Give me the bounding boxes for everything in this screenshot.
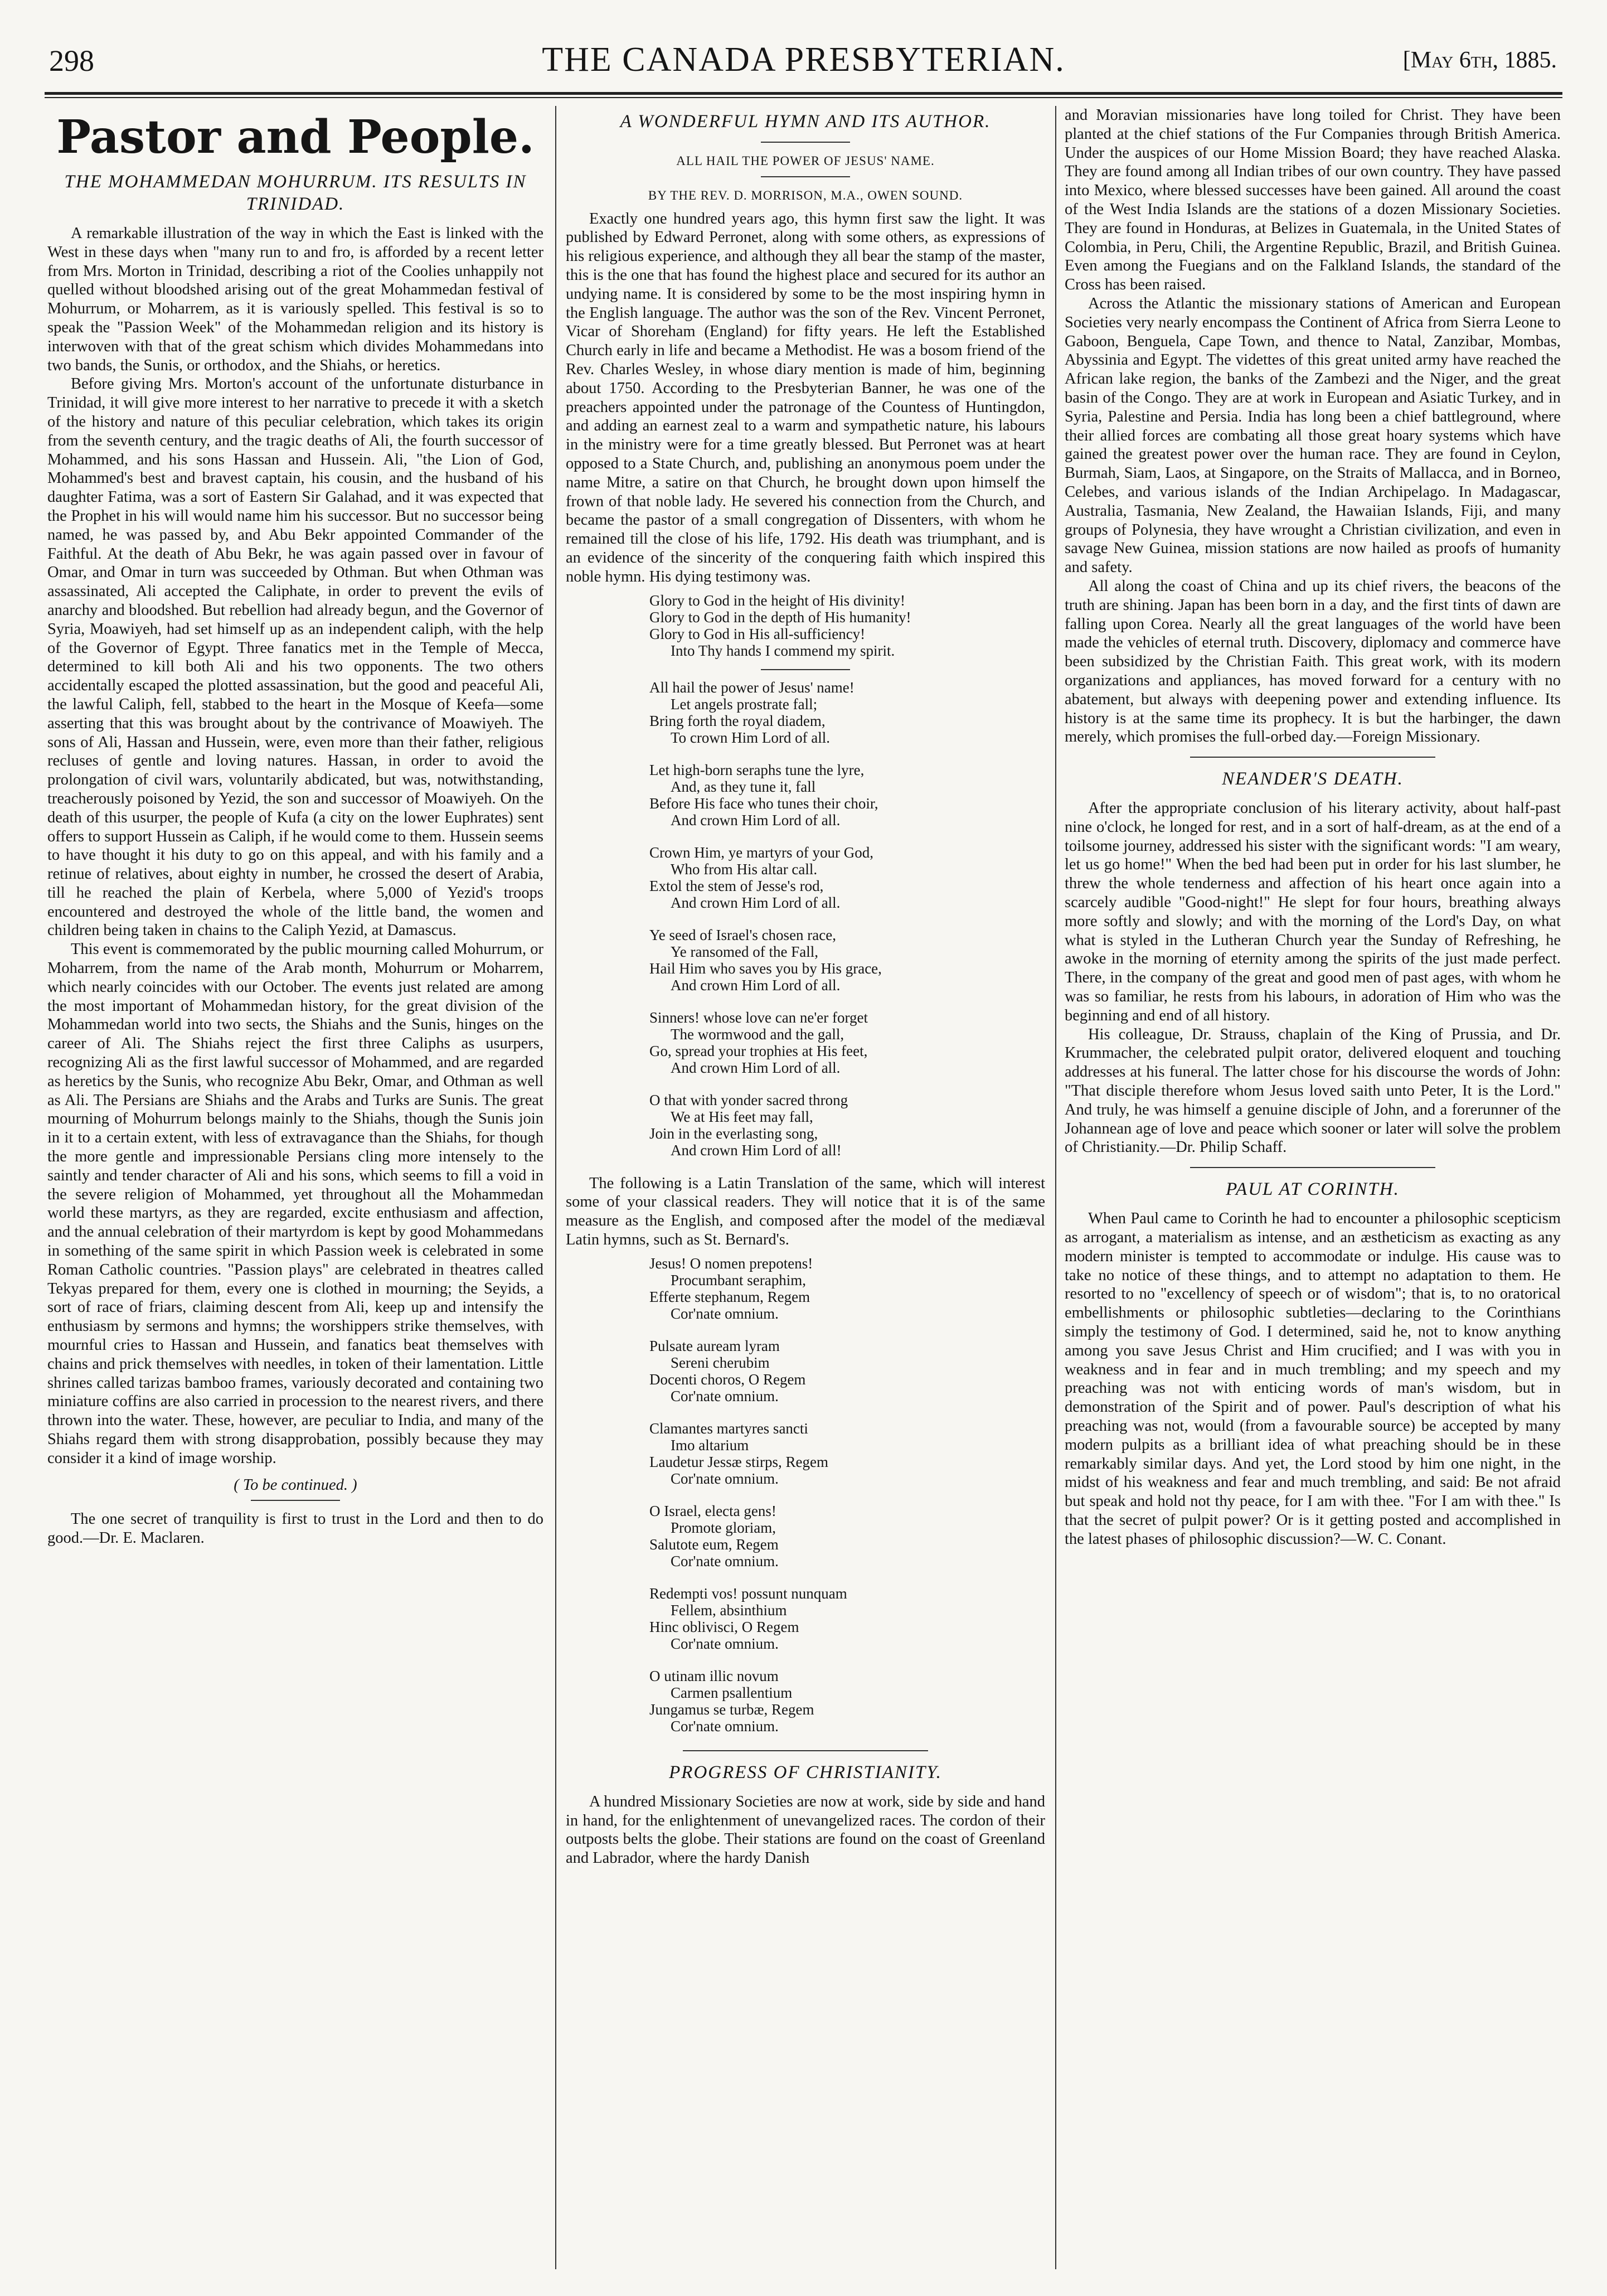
stanza [649,844,1045,911]
divider [1190,1167,1435,1168]
paragraph: and Moravian missionaries have long toiled for Christ. They have been planted at the chief stations of the Fur Companies through British America. Under the auspices of our Home Mission Board; they have reached Alaska. They are found among all Indian tribes of our own country. They have passed into Mexico, where blessed successes have been gained. All around the coast of the West India Islands are the stations of a dozen Missionary Societies. They are found in Honduras, at Belizes in Guatemala, in the United States of Colombia, in Peru, Chili, the Argentine Republic, Brazil, and British Guinea. Even among the Fuegians and on the Falkland Islands, the standard of the Cross has been raised. [1065,106,1561,294]
divider [761,176,850,177]
divider [683,1750,928,1751]
verse-line: And, as they tune it, fall [671,778,816,795]
stanza [649,1503,1045,1570]
verse-line: Ye ransomed of the Fall, [671,943,818,960]
column-divider [555,106,556,2269]
verse-line: Crown Him, ye martyrs of your God, [649,844,873,861]
verse-line: Bring forth the royal diadem, [649,712,826,729]
verse-line: And crown Him Lord of all. [671,976,841,994]
verse-line: Join in the everlasting song, [649,1125,818,1142]
verse-line: To crown Him Lord of all. [671,729,831,746]
column-divider [1055,106,1056,2269]
verse-line: Redempti vos! possunt nunquam [649,1585,847,1602]
verse-line: Jesus! O nomen prepotens! [649,1254,813,1272]
verse-line: Fellem, absinthium [671,1601,787,1619]
masthead-rule [45,92,1562,95]
stanza [649,762,1045,829]
verse-line: Cor'nate omnium. [671,1635,779,1652]
article-title: A WONDERFUL HYMN AND ITS AUTHOR. [620,112,991,132]
stanza [649,679,1045,746]
verse-line: All hail the power of Jesus' name! [649,679,855,696]
subtitle: ALL HAIL THE POWER OF JESUS' NAME. [676,154,935,168]
column-2 [566,106,1045,2269]
hymn [649,679,1045,1159]
stanza [649,1255,1045,1322]
divider [1190,757,1435,758]
paragraph: This event is commemorated by the public mourning called Mohurrum, or Moharrem, from the name of the Arab month, Mohurrum or Moharrem, which nearly coincides with our October. The events just related are among the most important of Mohammedan history, for the great division of the Mohammedan world into two sects, the Shiahs and the Sunis, hinges on the career of Ali. The Shiahs reject the first three Caliphs as usurpers, recognizing Ali as the first lawful successor of Mohammed, and are regarded as heretics by the Sunis, who recognize Abu Bekr, Omar, and Othman as well as Ali. The Persians are Shiahs and the Arabs and Turks are Sunis. The great mourning of Mohurrum belongs mainly to the Shiahs, though the Sunis join in it to a certain extent, with less of extravagance than the Shiahs, for though the more gentle and impressionable Persians cling more intensely to the saintly and tender character of Ali and his sons, which seems to fill a void in the severe religion of Mohammed, yet throughout all the Mohammedan world these martyrs, as they are regarded, excite enthusiasm and affection, and the annual celebration of their martyrdom is kept by good Mohammedans in something of the same spirit in which Passion week is celebrated in some Roman Catholic countries. "Passion plays" are celebrated in theatres called Tekyas prepared for them, every one is clothed in mourning; the Seyids, a sort of race of friars, claiming descent from Ali, keep up and intensify the enthusiasm by sermons and hymns; the worshippers strike themselves, with mournful cries to Hassan and Hussein, and fanatics beat themselves with chains and prick themselves with needles, in token of their lamentation. Little shrines called tarizas bamboo frames, variously decorated and containing two miniature coffins are also carried in procession to the nearest rivers, and there thrown into the water. These, however, are peculiar to India, and many of the Shiahs regard them with strong disapprobation, possibly because they may consider it a kind of image worship. [47,941,543,1467]
paragraph: The following is a Latin Translation of the same, which will interest some of your classical readers. They will notice that it is of the same measure as the English, and composed after the model of the mediæval Latin hymns, such as St. Bernard's. [566,1174,1045,1248]
verse-line: We at His feet may fall, [671,1108,813,1125]
verse-line: Imo altarium [671,1436,749,1454]
issue-date: [May 6th, 1885. [1402,47,1557,73]
verse-line: And crown Him Lord of all. [671,811,841,829]
verse-line: Glory to God in the height of His divinity! [649,592,905,609]
verse-line: Cor'nate omnium. [671,1387,779,1404]
verse-line: And crown Him Lord of all. [671,1059,841,1076]
verse-line: Cor'nate omnium. [671,1717,779,1735]
verse-line: Promote gloriam, [671,1519,776,1536]
verse-line: Sinners! whose love can ne'er forget [649,1009,868,1026]
paragraph: When Paul came to Corinth he had to encounter a philosophic scepticism as arrogant, a materialism as intense, and an æstheticism as exacting as any modern minister is tempted to accommodate or indulge. His cause was to take no notice of these things, and to attempt no adaptation to them. He resorted to no "excellency of speech or of wisdom"; that is, to no oratorical embellishments or philosophic subtleties—declaring to the Corinthians simply the testimony of God. I determined, said he, not to know anything among you save Jesus Christ and Him crucified; and I was with you in weakness and in fear and in much trembling; and my speech and my preaching was not with enticing words of man's wisdom, but in demonstration of the Spirit and of power. Paul's description of what his preaching was not, would (from a favourable source) be accepted by many modern pulpits as a brilliant idea of what preaching should be in these remarkably similar days. And yet, the Lord stood by him one night, in the midst of his weakness and fear and much trembling, and said: Be not afraid but speak and hold not thy peace, for I am with thee. "For I am with thee." Is that the secret of pulpit power? Or is it getting posted and accomplished in the latest phases of philosophic discussion?—W. C. Conant. [1065,1210,1561,1548]
paragraph: A remarkable illustration of the way in which the East is linked with the West in these days when "many run to and fro, is afforded by a recent letter from Mrs. Morton in Trinidad, describing a riot of the Coolies unhappily not quelled without bloodshed arising out of the great Mohammedan festival of Mohurrum, or Moharrem, as it is variously spelled. This festival is so to speak the "Passion Week" of the Mohammedan religion and its history is interwoven with that of the great schism which divides Mohammedans into two bands, the Sunis, or orthodox, and the Shiahs, or heretics. [47,225,543,374]
newspaper-title: THE CANADA PRESBYTERIAN. [542,41,1065,79]
paragraph: All along the coast of China and up its chief rivers, the beacons of the truth are shining. Japan has been born in a day, and the first tints of dawn are falling upon Corea. Nearly all the great languages of the world have been made the vehicles of eternal truth. Discovery, diplomacy and commerce have been subsidized by the Christian Faith. This great work, with its modern organizations and appliances, has moved forward for a century with no abatement, but always with deepening power and extending influence. Its history is at the same time its prophecy. It is but the harbinger, the dawn merely, which promises the full-orbed day.—Foreign Missionary. [1065,577,1561,746]
verse-line: Let high-born seraphs tune the lyre, [649,761,865,778]
verse-line: Ye seed of Israel's chosen race, [649,926,836,943]
verse-line: O utinam illic novum [649,1667,779,1684]
verse-line: And crown Him Lord of all! [671,1141,842,1159]
verse-line: Procumbant seraphim, [671,1271,806,1289]
verse-line: Before His face who tunes their choir, [649,795,878,812]
stanza [649,927,1045,994]
article-title: NEANDER'S DEATH. [1222,769,1404,789]
verse-line: Salutote eum, Regem [649,1535,779,1553]
verse-line: Cor'nate omnium. [671,1305,779,1322]
stanza [649,1668,1045,1735]
verse-line: Hail Him who saves you by His grace, [649,960,882,977]
column-3 [1065,106,1561,2269]
stanza [649,1420,1045,1487]
verse-line: Cor'nate omnium. [671,1470,779,1487]
paragraph: Before giving Mrs. Morton's account of the unfortunate disturbance in Trinidad, it will give more interest to her narrative to precede it with a sketch of the history and nature of this peculiar celebration, which takes its origin from the seventh century, and the tragic deaths of Ali, the fourth successor of Mohammed, and his sons Hassan and Hussein. Ali, "the Lion of God, Mohammed's best and bravest captain, his cousin, and the husband of his daughter Fatima, was a sort of Eastern Sir Galahad, and it was expected that the Prophet in his will would name him his successor. But no successor being named, he was passed by, and Abu Bekr appointed Commander of the Faithful. At the death of Abu Bekr, he was again passed over in favour of Omar, and Omar in turn was succeeded by Othman. But when Othman was assassinated, Ali accepted the Caliphate, in order to prevent the evils of anarchy and bloodshed. But rebellion had already begun, and the Governor of Syria, Moawiyeh, had set himself up as an independent caliph, with the help of the Governor of Egypt. Three fanatics met in the Temple of Mecca, determined to kill both Ali and his two opponents. The two others accidentally escaped the plotted assassination, but the good and peaceful Ali, the lawful Caliph, fell, stabbed to the heart in the Mosque of Keefa—some asserting that this was brought about by the contrivance of Moawiyeh. The sons of Ali, Hassan and Hussein, were, even more than their father, religious recluses of gentle and loving natures. Hassan, in order to avoid the prolongation of civil wars, voluntarily abdicated, but was, notwithstanding, treacherously poisoned by Yezid, the son and successor of Moawiyeh. On the death of this usurper, the people of Kufa (a city on the lower Euphrates) sent offers to support Hussein as Caliph, if he would come to them. Hussein seems to have thought it his duty to go on this appeal, and with his family and a retinue of relatives, about eighty in number, he crossed the desert of Arabia, till he reached the plain of Kerbela, where 5,000 of Yezid's troops encountered and destroyed the whole of the little band, the women and children being taken in chains to the Caliph Yezid, at Damascus. [47,375,543,939]
byline: BY THE REV. D. MORRISON, M.A., OWEN SOUND. [648,188,963,202]
article-title: THE MOHAMMEDAN MOHURRUM. ITS RESULTS IN TRINIDAD. [64,172,527,214]
section-title: Pastor and People. [56,110,535,164]
verse-line: Jungamus se turbæ, Regem [649,1701,814,1718]
divider [251,1500,340,1501]
paragraph: A hundred Missionary Societies are now at work, side by side and hand in hand, for the enlightenment of unevangelized races. The cordon of their outposts belts the globe. Their stations are found on the coast of Greenland and Labrador, where the hardy Danish [566,1793,1045,1867]
continued-note: ( To be continued. ) [234,1476,357,1494]
verse-line: Clamantes martyres sancti [649,1420,808,1437]
article-title: PROGRESS OF CHRISTIANITY. [669,1762,942,1782]
verse-line: Laudetur Jessæ stirps, Regem [649,1453,828,1470]
divider [761,142,850,143]
verse-line: O Israel, electa gens! [649,1502,776,1519]
verse-line: Hinc oblivisci, O Regem [649,1618,799,1635]
stanza [649,1338,1045,1404]
verse-line: Into Thy hands I commend my spirit. [671,642,895,659]
dying-verse [649,592,1045,659]
stanza [649,1092,1045,1159]
verse-line: Glory to God in His all-sufficiency! [649,625,866,642]
column-1 [47,106,543,2269]
masthead [45,39,1562,100]
verse-line: Sereni cherubim [671,1354,770,1371]
verse-line: Let angels prostrate fall; [671,695,818,713]
paragraph: Across the Atlantic the missionary stations of American and European Societies very nearly encompass the Continent of Africa from Sierra Leone to Gaboon, Benguela, Cape Town, and thence to Natal, Zanzibar, Mombas, Abyssinia and Egypt. The videttes of this great united army have reached the African lake region, the banks of the Zambezi and the Niger, and the great basin of the Congo. They are at work in European and Asiatic Turkey, and in Syria, Palestine and Persia. India has long been a chief battleground, where their allied forces are combating all those great hoary systems which have gained the greatest power over the human race. They are found in Ceylon, Burmah, Siam, Laos, at Singapore, on the Straits of Mallacca, and in Borneo, Celebes, and various islands of the Indian Archipelago. In Madagascar, Australia, Tasmania, New Zealand, the Hawaiian Islands, Fiji, and many groups of Polynesia, they have wrought a Christian civilization, and even in savage New Guinea, mission stations are now hailed as proofs of humanity and safety. [1065,294,1561,577]
latin-hymn [649,1255,1045,1735]
verse-line: Pulsate auream lyram [649,1337,780,1354]
article-title: PAUL AT CORINTH. [1226,1179,1400,1200]
paragraph: The one secret of tranquility is first to trust in the Lord and then to do good.—Dr. E. Maclaren. [47,1510,543,1547]
verse-line: Docenti choros, O Regem [649,1370,806,1388]
divider [761,669,850,670]
verse-line: Efferte stephanum, Regem [649,1288,810,1305]
paragraph: After the appropriate conclusion of his literary activity, about half-past nine o'clock, he longed for rest, and in a sort of half-dream, as at the end of a toilsome journey, addressed his sister with the significant words: "I am weary, let us go home!" When the bed had been put in order for his last slumber, he threw the whole tenderness and affection of his heart once again into a scarcely audible "Good-night!" He slept for four hours, breathing always more softly and slowly; and with the morning of the Lord's Day, on what what is styled in the Lutheran Church year the Sunday of Refreshing, he awoke in the morning of eternity among the spirits of the just made perfect. There, in the company of the great and good men of past ages, with whom he was so familiar, he rests from his labours, in adoration of Him who was the beginning and end of all history. [1065,800,1561,1024]
stanza [649,1009,1045,1076]
verse-line: Who from His altar call. [671,860,818,878]
verse-line: The wormwood and the gall, [671,1025,844,1043]
verse-line: O that with yonder sacred throng [649,1091,848,1108]
stanza [649,1585,1045,1652]
verse-line: Cor'nate omnium. [671,1552,779,1570]
verse-line: Carmen psallentium [671,1684,793,1701]
paragraph: His colleague, Dr. Strauss, chaplain of the King of Prussia, and Dr. Krummacher, the celebrated pulpit orator, delivered eloquent and touching addresses at his funeral. The latter chose for his discourse the words of John: "That disciple therefore whom Jesus loved saith unto Peter, It is the Lord." And truly, he was himself a genuine disciple of John, and a forerunner of the Johannean age of love and peace which sooner or later will solve the problem of Christianity.—Dr. Philip Schaff. [1065,1025,1561,1156]
page-number: 298 [49,44,94,77]
verse-line: Extol the stem of Jesse's rod, [649,877,824,894]
masthead-rule-thin [45,97,1562,98]
verse-line: Go, spread your trophies at His feet, [649,1042,868,1059]
verse-line: Glory to God in the depth of His humanity! [649,608,911,626]
paragraph: Exactly one hundred years ago, this hymn first saw the light. It was published by Edward Perronet, along with some others, as expressions of his religious experience, and although they all bear the stamp of the master, this is the one that has found the highest place and secured for its author an undying name. It is considered by some to be the most inspiring hymn in the English language. The author was the son of the Rev. Vincent Perronet, Vicar of Shoreham (England) for fifty years. He left the Established Church early in life and became a Methodist. He was a bosom friend of the Rev. Charles Wesley, in whose diary mention is made of him, beginning about 1750. According to the Presbyterian Banner, he was one of the preachers appointed under the patronage of the Countess of Huntingdon, and adding an earnest zeal to a warm and sympathetic nature, his labours in the ministry were for a time greatly blessed. But Perronet was at heart opposed to a State Church, and, publishing an anonymous poem under the name Mitre, a satire on that Church, he brought down upon himself the frown of that noble lady. He severed his connection from the Church, and became the pastor of a small congregation of Dissenters, with whom he remained till the close of his life, 1792. His death was triumphant, and is an evidence of the sincerity of the conquering faith which inspired this noble hymn. His dying testimony was. [566,210,1045,585]
verse-line: And crown Him Lord of all. [671,894,841,911]
